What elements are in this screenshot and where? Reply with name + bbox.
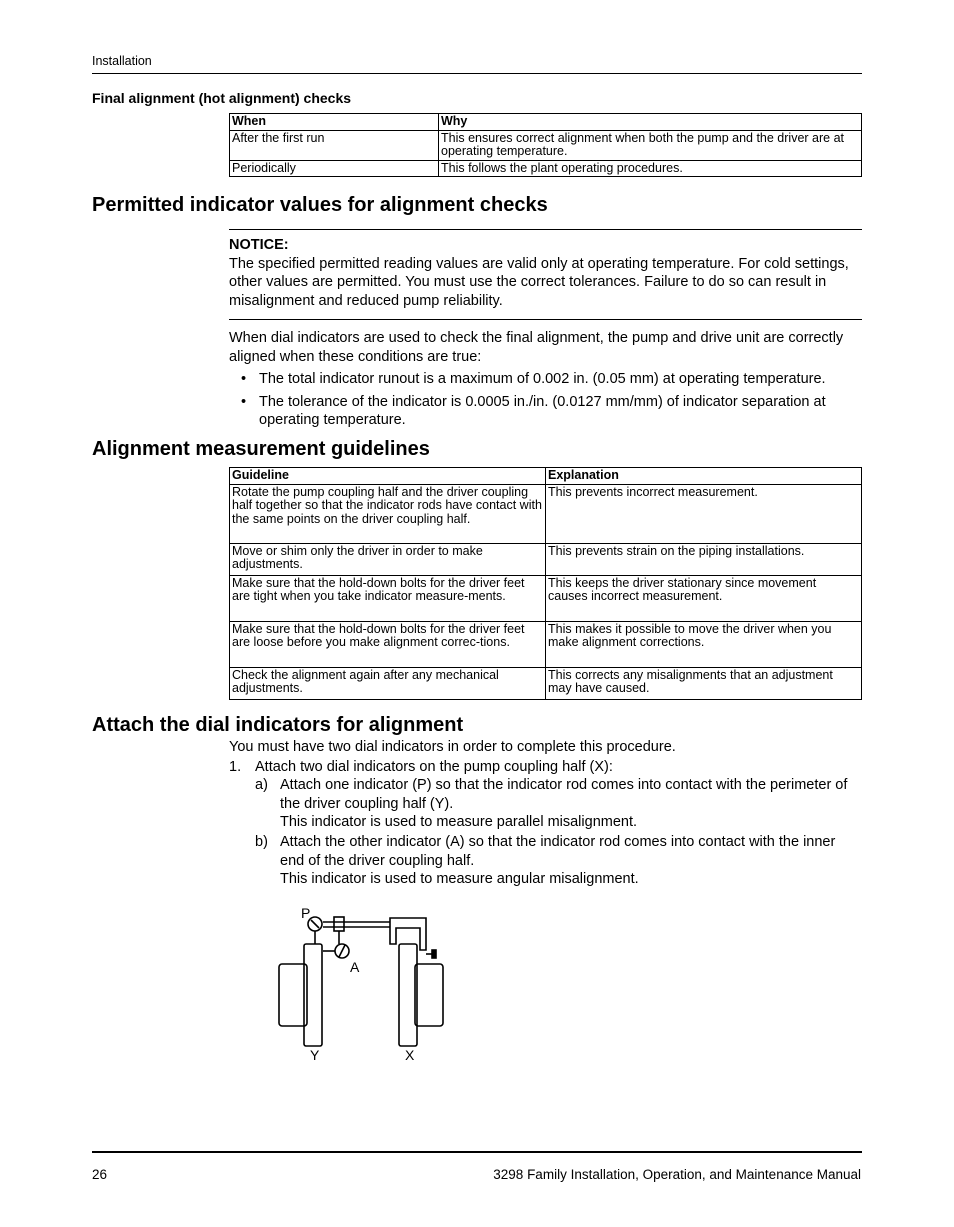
figure-label-a: A [350,959,360,975]
table-cell: This makes it possible to move the driver when you make alignment corrections. [546,621,862,667]
attach-heading: Attach the dial indicators for alignment [92,714,464,736]
column-header: Explanation [546,468,862,485]
guidelines-heading: Alignment measurement guidelines [92,438,430,460]
column-header: When [230,114,439,131]
table-cell: This corrects any misalignments that an adjustment may have caused. [546,667,862,699]
figure-label-y: Y [310,1047,320,1063]
bullet-text: The total indicator runout is a maximum of 0.002 in. (0.05 mm) at operating temperature. [259,371,826,387]
bullet-icon: • [241,371,247,387]
substep-b-label: b) [255,834,268,850]
table-row [230,484,862,543]
table-header-row [230,468,862,485]
substep-a-instruction: Attach one indicator (P) so that the indicator rod comes into contact with the perimeter of the driver coupling half (Y). [280,777,848,812]
table-cell: Make sure that the hold-down bolts for the driver feet are loose before you make alignment correc-tions. [230,621,546,667]
notice-label: NOTICE: [229,237,289,253]
page-number: 26 [92,1167,108,1182]
table-cell: Rotate the pump coupling half and the driver coupling half together so that the indicator rods have contact with the same points on the driver coupling half. [230,484,546,543]
table-cell: Make sure that the hold-down bolts for the driver feet are tight when you take indicator measure-ments. [230,575,546,621]
table-cell: This ensures correct alignment when both the pump and the driver are at operating temperature. [439,130,862,160]
notice-block [229,236,861,310]
substep-a-note: This indicator is used to measure parallel misalignment. [280,814,638,830]
permitted-heading: Permitted indicator values for alignment checks [92,194,548,216]
step-1-text: Attach two dial indicators on the pump coupling half (X): [255,759,613,775]
pump-coupling-hub [415,964,443,1026]
header-section-label: Installation [92,54,152,68]
permitted-intro: When dial indicators are used to check the final alignment, the pump and drive unit are correctly aligned when these conditions are true: [229,330,844,365]
table-cell: Check the alignment again after any mechanical adjustments. [230,667,546,699]
notice-top-rule [229,229,862,230]
step-1-number: 1. [229,759,242,775]
bullet-icon: • [241,393,247,410]
dial-needle [311,920,319,928]
table-row [230,543,862,575]
table-cell: After the first run [230,130,439,160]
table-cell: Move or shim only the driver in order to make adjustments. [230,543,546,575]
table-row [230,130,862,160]
substep-b-text [280,833,861,889]
bullet-text: The tolerance of the indicator is 0.0005 in./in. (0.0127 mm/mm) of indicator separation at operating temperature. [259,393,826,428]
table-cell: This prevents strain on the piping installations. [546,543,862,575]
column-header: Guideline [230,468,546,485]
guidelines-table [229,467,862,700]
table-row [230,575,862,621]
substep-a-text [280,776,861,832]
indicator-bracket [390,918,426,950]
permitted-bullet-list [241,370,861,434]
list-item [241,393,861,430]
driver-coupling-hub [279,964,307,1026]
dial-needle [339,945,345,957]
column-header: Why [439,114,862,131]
table-row [230,160,862,177]
table-cell: This follows the plant operating procedures. [439,160,862,177]
header-rule [92,73,862,74]
footer-rule [92,1151,862,1153]
substep-a-label: a) [255,777,268,793]
table-row [230,667,862,699]
figure-label-x: X [405,1047,415,1063]
manual-title: 3298 Family Installation, Operation, and Maintenance Manual [493,1167,861,1182]
dial-indicator-figure [270,900,460,1070]
figure-label-p: P [301,905,311,921]
final-alignment-heading: Final alignment (hot alignment) checks [92,90,352,106]
notice-bottom-rule [229,319,862,320]
list-item [241,370,861,389]
table-cell: This keeps the driver stationary since movement causes incorrect measurement. [546,575,862,621]
table-header-row [230,114,862,131]
notice-text: The specified permitted reading values are valid only at operating temperature. For cold settings, other values are permitted. You must use the correct tolerances. Failure to do so can result in misalignment and reduced pump reliability. [229,255,849,309]
substep-b-note: This indicator is used to measure angular misalignment. [280,871,639,887]
final-alignment-table [229,113,862,177]
attach-intro: You must have two dial indicators in order to complete this procedure. [229,739,676,755]
clamp-knob [432,950,436,958]
substep-b-instruction: Attach the other indicator (A) so that the indicator rod comes into contact with the inner end of the driver coupling half. [280,834,836,869]
table-cell: This prevents incorrect measurement. [546,484,862,543]
rod-clamp [334,917,344,931]
table-cell: Periodically [230,160,439,177]
table-row [230,621,862,667]
